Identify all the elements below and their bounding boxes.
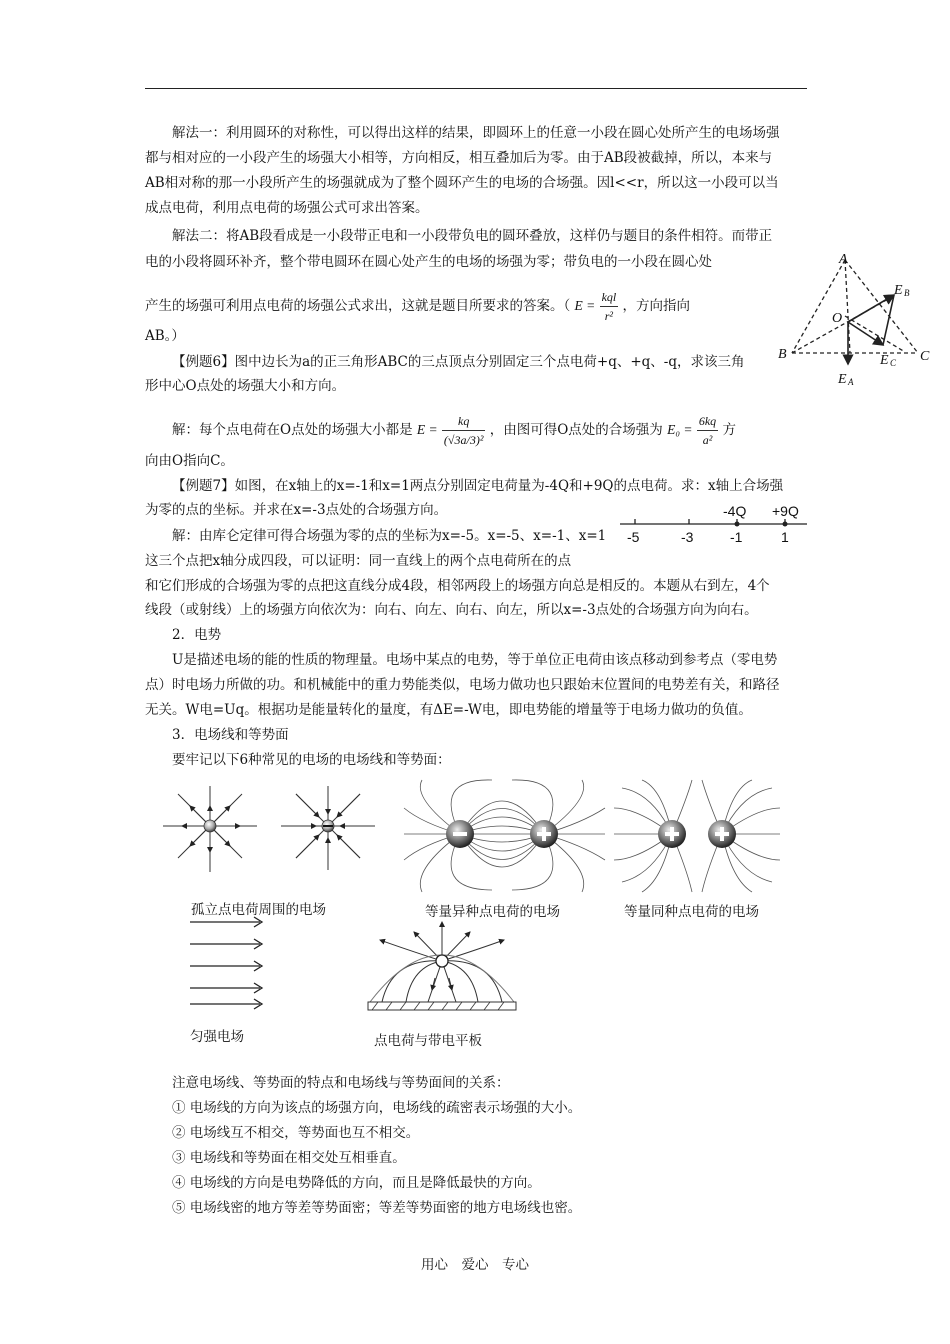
text-line: 解：由库仑定律可得合场强为零的点的坐标为x=-5。x=-5、x=-1、x=1 <box>172 528 607 544</box>
text-line: U是描述电场的能的性质的物理量。电场中某点的电势，等于单位正电荷由该点移动到参考点（零电势 <box>172 652 778 668</box>
text-span: ，由图可得O点处的合场强为 <box>489 422 663 438</box>
text-line: 电的小段将圆环补齐，整个带电圆环在圆心处产生的电场的场强为零；带负电的一小段在圆心处 <box>145 254 712 270</box>
caption-uniform-field: 匀强电场 <box>190 1029 244 1045</box>
median <box>845 316 905 352</box>
section-title: 3．电场线和等势面 <box>172 727 289 743</box>
formula-lhs: E = <box>574 298 596 313</box>
charge-point <box>783 522 788 527</box>
text-line: 线段（或射线）上的场强方向依次为：向右、向左、向右、向左，所以x=-3点处的合场强方向为向右。 <box>145 602 758 618</box>
text-span: 方 <box>722 422 736 438</box>
label-ec: E <box>880 353 889 368</box>
formula-numerator: 6kq <box>697 412 718 431</box>
text-line: 和它们形成的合场强为零的点把这直线分成4段，相邻两段上的场强方向总是相反的。本题从右到左，4个 <box>145 578 770 594</box>
formula-denominator: (√3a/3)² <box>443 433 484 447</box>
text-line: AB。） <box>145 328 185 344</box>
charge-plate-field-diagram <box>362 918 522 1022</box>
formula-lhs: E₀ = <box>667 422 693 437</box>
section-title: 2．电势 <box>172 627 222 643</box>
text-line <box>172 412 736 449</box>
text-line: 为零的点的坐标。并求在x=-3点处的合场强方向。 <box>145 502 448 518</box>
text-line: 成点电荷，利用点电荷的场强公式可求出答案。 <box>145 200 429 216</box>
caption-charge-plate: 点电荷与带电平板 <box>374 1033 482 1049</box>
text-line: 向由O指向C。 <box>145 453 234 469</box>
label-c: C <box>920 349 930 364</box>
text-line: 都与相对应的一小段产生的场强大小相等，方向相反，相互叠加后为零。由于AB段被截掉，所以，本来与 <box>145 150 773 166</box>
formula-fraction <box>697 412 718 449</box>
text-line: 无关。W电=Uq。根据功是能量转化的量度，有ΔE=-W电，即电势能的增量等于电场力做功的负值。 <box>145 702 752 718</box>
opposite-charges-field-diagram <box>402 778 607 896</box>
text-line: 【例题6】图中边长为a的正三角形ABC的三点顶点分别固定三个点电荷+q、+q、-q，求该三角 <box>172 354 745 370</box>
notes-title: 注意电场线、等势面的特点和电场线与等势面间的关系： <box>172 1075 510 1091</box>
formula-denominator: r² <box>604 309 614 323</box>
uniform-field-diagram <box>188 912 268 1012</box>
formula-lhs: E = <box>416 422 438 437</box>
tick-label: -1 <box>730 529 743 545</box>
text-span: 解：每个点电荷在O点处的场强大小都是 <box>172 422 413 438</box>
text-line: 要牢记以下6种常见的电场的电场线和等势面： <box>172 752 451 768</box>
label-eb-sub: B <box>904 288 910 298</box>
label-ea: E <box>838 372 847 387</box>
positive-charge-field-diagram <box>160 782 260 886</box>
field-vector-eb <box>848 295 894 322</box>
x-axis-figure <box>615 502 815 548</box>
charge-point <box>735 522 740 527</box>
label-o: O <box>832 311 843 326</box>
page-footer: 用心 爱心 专心 <box>421 1257 529 1273</box>
text-span: 产生的场强可利用点电荷的场强公式求出，这就是题目所要求的答案。（ <box>145 298 571 314</box>
list-item: ③ 电场线和等势面在相交处互相垂直。 <box>172 1150 406 1166</box>
charge-label: +9Q <box>772 503 799 519</box>
triangle-edge <box>792 260 845 353</box>
text-line: 解法一：利用圆环的对称性，可以得出这样的结果，即圆环上的任意一小段在圆心处所产生的电场场强 <box>172 125 780 141</box>
caption-opposite-charges: 等量异种点电荷的电场 <box>425 904 560 920</box>
formula-numerator: kql <box>600 288 619 307</box>
label-b: B <box>778 347 787 362</box>
formula-numerator: kq <box>442 412 486 431</box>
text-line <box>145 288 690 325</box>
text-line: 解法二：将AB段看成是一小段带正电和一小段带负电的圆环叠放，这样仍与题目的条件相符。而带正 <box>172 228 773 244</box>
resultant-line <box>883 295 894 345</box>
list-item: ② 电场线互不相交，等势面也互不相交。 <box>172 1125 420 1141</box>
label-ec-sub: C <box>890 358 897 368</box>
text-line: 点）时电场力所做的功。和机械能中的重力势能类似，电场力做功也只跟始末位置间的电势差有关，和路径 <box>145 677 780 693</box>
label-ea-sub: A <box>848 377 854 387</box>
formula-fraction <box>442 412 486 449</box>
list-item: ④ 电场线的方向是电势降低的方向，而且是降低最快的方向。 <box>172 1175 541 1191</box>
formula-fraction <box>600 288 619 325</box>
text-line: AB相对称的那一小段所产生的场强就成为了整个圆环产生的电场的合场强。因l<<r，所以这一小段可以当 <box>145 175 779 191</box>
text-line: 这三个点把x轴分成四段，可以证明：同一直线上的两个点电荷所在的点 <box>145 553 572 569</box>
text-line: 【例题7】如图，在x轴上的x=-1和x=1两点分别固定电荷量为-4Q和+9Q的点电荷。求：x轴上合场强 <box>172 478 784 494</box>
caption-same-charges: 等量同种点电荷的电场 <box>624 904 759 920</box>
list-item: ⑤ 电场线密的地方等差等势面密；等差等势面密的地方电场线也密。 <box>172 1200 582 1216</box>
triangle-edge <box>845 260 918 353</box>
triangle-figure <box>770 250 940 392</box>
caption-isolated-charge: 孤立点电荷周围的电场 <box>191 902 326 918</box>
list-item: ① 电场线的方向为该点的场强方向，电场线的疏密表示场强的大小。 <box>172 1100 582 1116</box>
label-eb: E <box>894 283 903 298</box>
negative-charge-field-diagram <box>278 782 378 886</box>
header-rule <box>145 88 807 89</box>
charge-label: -4Q <box>723 503 747 519</box>
label-a: A <box>839 252 848 267</box>
tick-label: -5 <box>627 529 640 545</box>
tick-label: -3 <box>681 529 694 545</box>
same-charges-field-diagram <box>612 778 782 896</box>
field-vector-ec <box>848 322 883 345</box>
text-span: ，方向指向 <box>622 298 691 314</box>
formula-denominator: a² <box>702 433 713 447</box>
text-line: 形中心O点处的场强大小和方向。 <box>145 378 346 394</box>
tick-label: 1 <box>781 529 789 545</box>
